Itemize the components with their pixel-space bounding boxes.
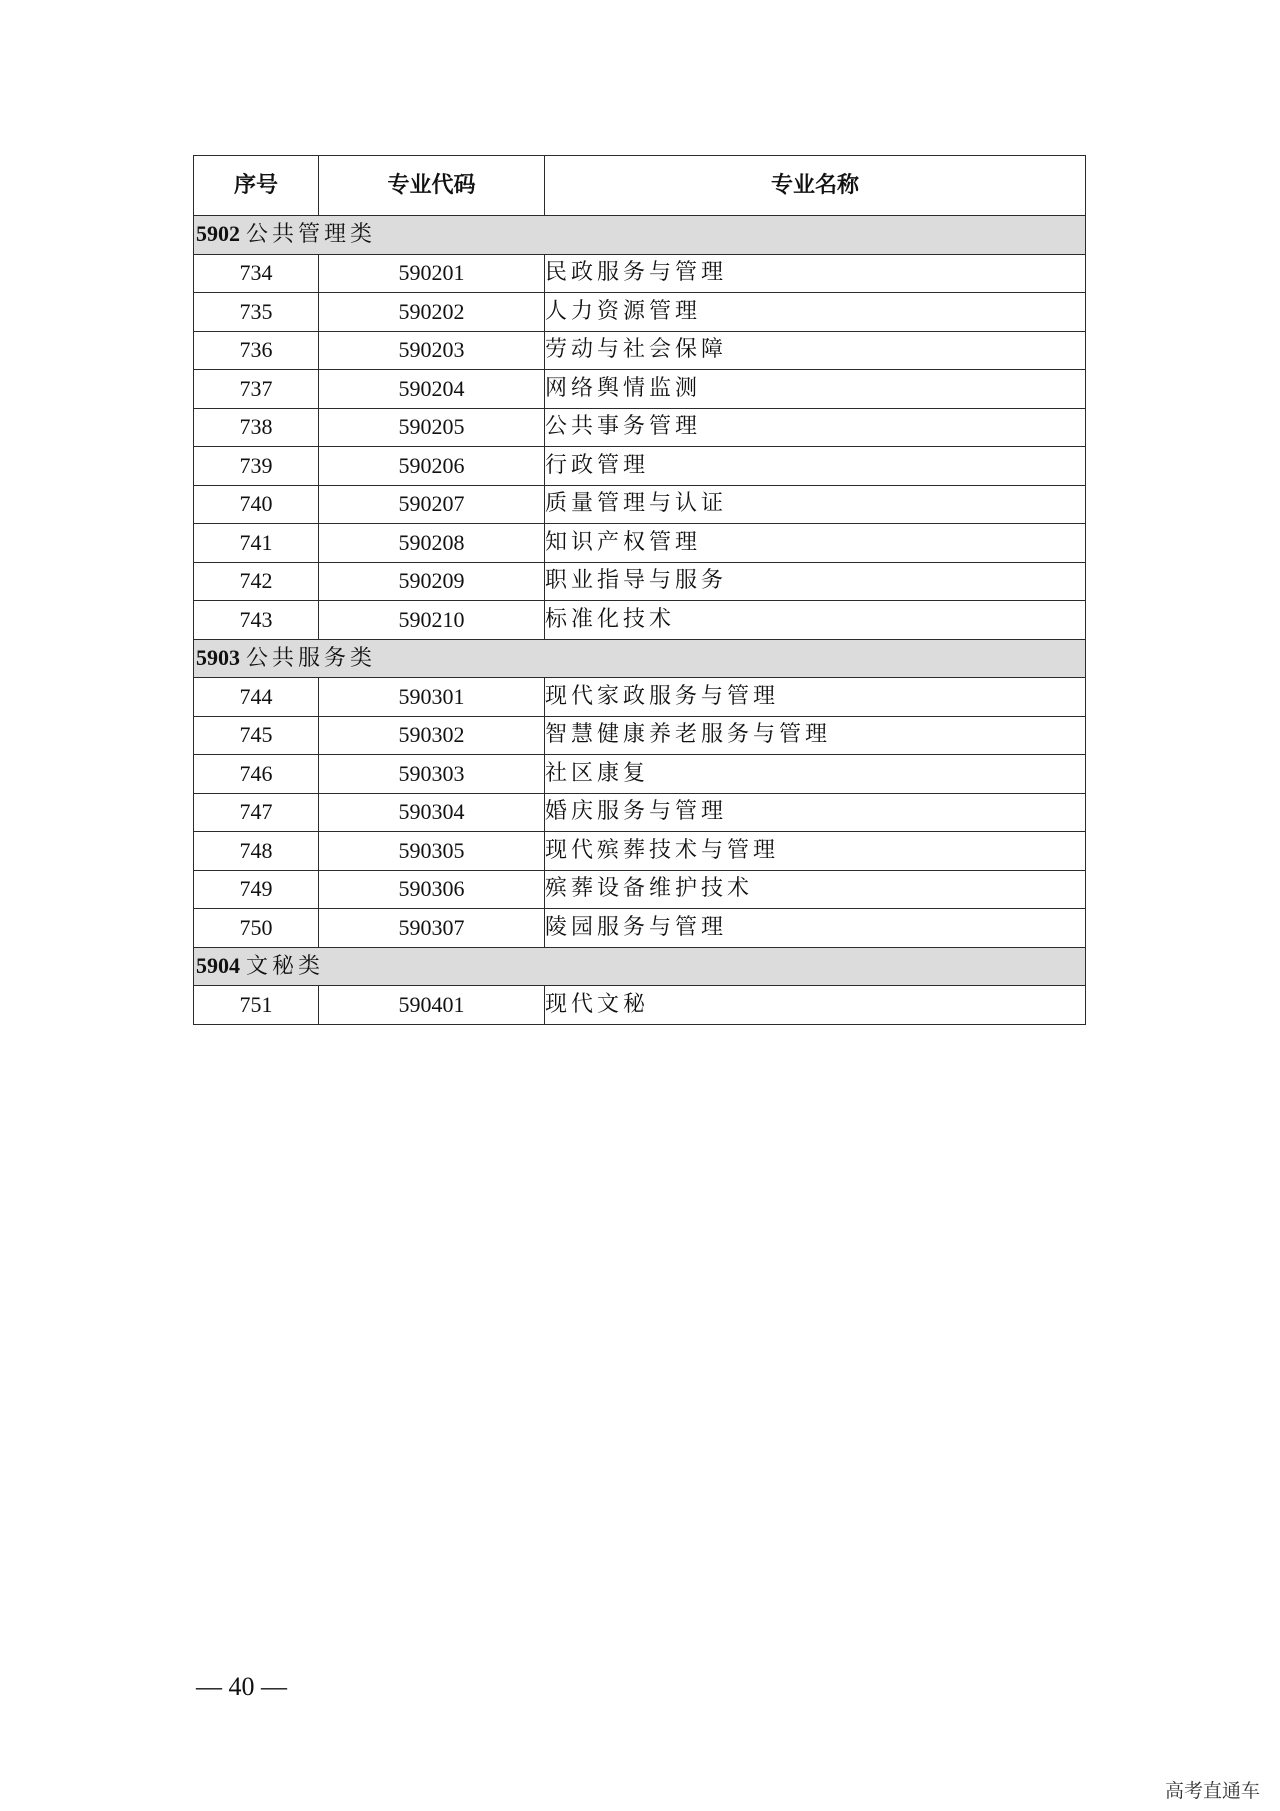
table-row [194,370,1086,409]
major-code-cell: 590301 [319,678,545,717]
header-major-code: 专业代码 [319,156,545,216]
major-code-cell: 590306 [319,870,545,909]
category-row [194,639,1086,678]
category-cell [194,947,1086,986]
major-name-cell: 智慧健康养老服务与管理 [545,716,1086,755]
major-name-cell: 劳动与社会保障 [545,331,1086,370]
serial-cell: 739 [194,447,319,486]
serial-cell: 737 [194,370,319,409]
serial-cell: 750 [194,909,319,948]
serial-cell: 735 [194,293,319,332]
major-code-cell: 590304 [319,793,545,832]
serial-cell: 743 [194,601,319,640]
table-row [194,562,1086,601]
table-row [194,755,1086,794]
major-name-cell: 标准化技术 [545,601,1086,640]
major-code-cell: 590210 [319,601,545,640]
major-name-cell: 婚庆服务与管理 [545,793,1086,832]
header-serial: 序号 [194,156,319,216]
category-code: 5904 [196,952,240,978]
major-name-cell: 现代殡葬技术与管理 [545,832,1086,871]
table-row [194,601,1086,640]
table-row [194,254,1086,293]
major-code-cell: 590205 [319,408,545,447]
table-row [194,793,1086,832]
majors-table [193,155,1086,1025]
serial-cell: 747 [194,793,319,832]
table-body [194,216,1086,1025]
table-header-row [194,156,1086,216]
major-code-cell: 590204 [319,370,545,409]
serial-cell: 742 [194,562,319,601]
category-cell [194,216,1086,255]
major-name-cell: 民政服务与管理 [545,254,1086,293]
table-row [194,485,1086,524]
serial-cell: 751 [194,986,319,1025]
major-name-cell: 陵园服务与管理 [545,909,1086,948]
major-name-cell: 殡葬设备维护技术 [545,870,1086,909]
major-code-cell: 590305 [319,832,545,871]
major-name-cell: 现代文秘 [545,986,1086,1025]
category-row [194,947,1086,986]
category-code: 5903 [196,644,240,670]
major-code-cell: 590303 [319,755,545,794]
category-row [194,216,1086,255]
table-row [194,832,1086,871]
major-code-cell: 590201 [319,254,545,293]
serial-cell: 749 [194,870,319,909]
table-row [194,447,1086,486]
serial-cell: 745 [194,716,319,755]
major-name-cell: 现代家政服务与管理 [545,678,1086,717]
table-row [194,870,1086,909]
major-code-cell: 590203 [319,331,545,370]
major-name-cell: 网络舆情监测 [545,370,1086,409]
table-row [194,716,1086,755]
header-major-name: 专业名称 [545,156,1086,216]
serial-cell: 738 [194,408,319,447]
serial-cell: 744 [194,678,319,717]
table-row [194,408,1086,447]
table-row [194,986,1086,1025]
table-row [194,524,1086,563]
category-cell [194,639,1086,678]
major-name-cell: 职业指导与服务 [545,562,1086,601]
major-code-cell: 590202 [319,293,545,332]
major-code-cell: 590206 [319,447,545,486]
table-row [194,678,1086,717]
serial-cell: 736 [194,331,319,370]
major-code-cell: 590208 [319,524,545,563]
major-code-cell: 590307 [319,909,545,948]
major-name-cell: 公共事务管理 [545,408,1086,447]
major-code-cell: 590209 [319,562,545,601]
serial-cell: 748 [194,832,319,871]
serial-cell: 740 [194,485,319,524]
table-row [194,909,1086,948]
category-name: 公共服务类 [246,645,377,671]
major-code-cell: 590207 [319,485,545,524]
category-code: 5902 [196,221,240,247]
major-name-cell: 行政管理 [545,447,1086,486]
major-code-cell: 590302 [319,716,545,755]
major-code-cell: 590401 [319,986,545,1025]
major-name-cell: 社区康复 [545,755,1086,794]
major-name-cell: 人力资源管理 [545,293,1086,332]
serial-cell: 734 [194,254,319,293]
watermark: 高考直通车 [1164,1780,1260,1802]
category-name: 文秘类 [246,953,325,979]
serial-cell: 741 [194,524,319,563]
table-row [194,331,1086,370]
category-name: 公共管理类 [246,222,377,248]
page-number: — 40 — [196,1672,287,1701]
major-name-cell: 质量管理与认证 [545,485,1086,524]
serial-cell: 746 [194,755,319,794]
table-row [194,293,1086,332]
major-name-cell: 知识产权管理 [545,524,1086,563]
